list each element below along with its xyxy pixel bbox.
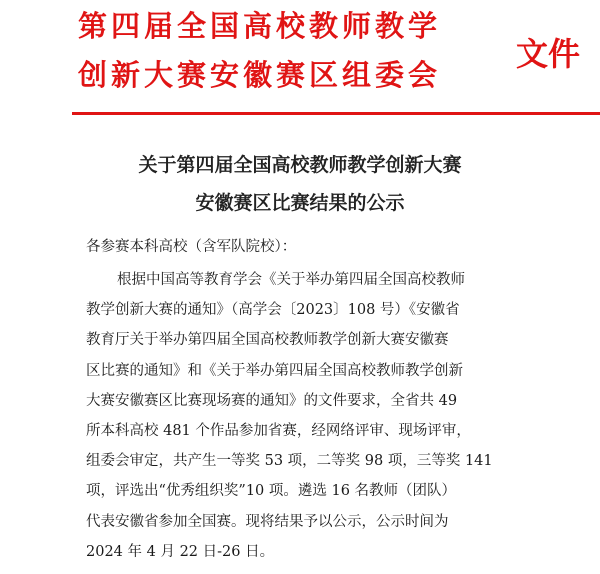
body-paragraph xyxy=(86,265,518,567)
salutation: 各参赛本科高校（含军队院校）： xyxy=(86,239,297,255)
document-header xyxy=(0,0,600,108)
body-line: 所本科高校 481 个作品参加省赛，经网络评审、现场评审， xyxy=(86,423,471,440)
document-title xyxy=(0,146,600,222)
body-line: 区比赛的通知》和《关于举办第四届全国高校教师教学创新 xyxy=(86,362,463,379)
body-line: 大赛安徽赛区比赛现场赛的通知》的文件要求，全省共 49 xyxy=(86,392,458,409)
body-line: 教学创新大赛的通知》（高学会〔2023〕108 号）《安徽省 xyxy=(86,302,460,319)
body-line: 教育厅关于举办第四届全国高校教师教学创新大赛安徽赛 xyxy=(86,332,449,349)
header-red-rule xyxy=(72,112,600,115)
issuer-name-line-2: 创新大赛安徽赛区组委会 xyxy=(78,58,442,92)
body-line: 项，评选出“优秀组织奖”10 项。遴选 16 名教师（团队） xyxy=(86,483,457,500)
body-line: 2024 年 4 月 22 日-26 日。 xyxy=(86,543,275,560)
document-type-label: 文件 xyxy=(516,35,581,73)
body-line: 代表安徽省参加全国赛。现将结果予以公示，公示时间为 xyxy=(86,513,449,530)
title-line-2: 安徽赛区比赛结果的公示 xyxy=(195,192,405,214)
body-line: 根据中国高等教育学会《关于举办第四届全国高校教师 xyxy=(117,272,465,288)
title-line-1: 关于第四届全国高校教师教学创新大赛 xyxy=(138,154,462,176)
issuer-name-line-1: 第四届全国高校教师教学 xyxy=(78,9,442,43)
body-line: 组委会审定，共产生一等奖 53 项，二等奖 98 项，三等奖 141 xyxy=(86,453,493,470)
